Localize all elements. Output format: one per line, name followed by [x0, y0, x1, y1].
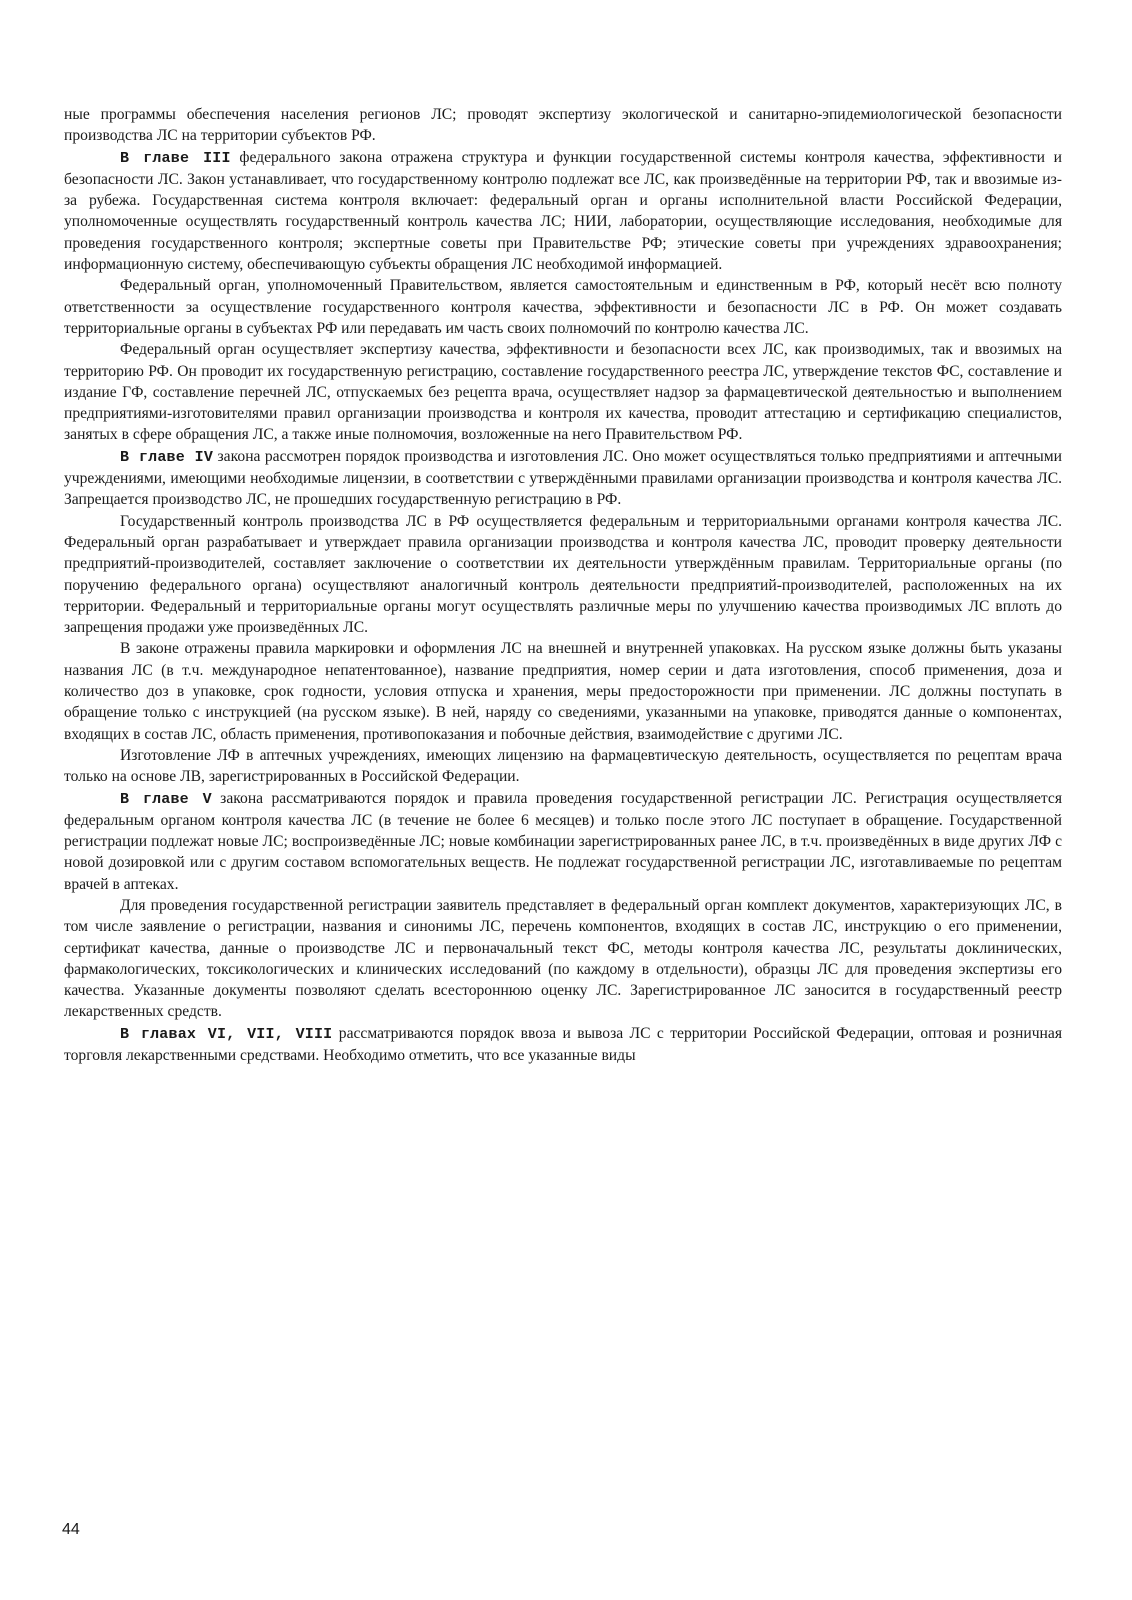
paragraph-text: ные программы обеспечения населения регионов ЛС; проводят экспертизу экологической и санитарно-эпидемиологической безопасности производства ЛС на территории субъектов РФ.: [64, 106, 1062, 145]
paragraph-text: Изготовление ЛФ в аптечных учреждениях, имеющих лицензию на фармацевтическую деятельность, осуществляется по рецептам врача только на основе ЛВ, зарегистрированных в Российской Федерации.: [64, 746, 1062, 786]
paragraph-text: Государственный контроль производства ЛС в РФ осуществляется федеральным и территориальными органами контроля качества ЛС. Федеральный орган разрабатывает и утверждает правила организации производства и контроля качества ЛС, проводит проверку деятельности предприятий-производителей, составляет заключение о соответствии их деятельности утверждённым правилам. Территориальные органы (по поручению федерального органа) осуществляют аналогичный контроль деятельности предприятий-производителей, расположенных на их территории. Федеральный и территориальные органы могут осуществлять различные меры по улучшению качества производимых ЛС вплоть до запрещения продажи уже произведённых ЛС.: [64, 512, 1062, 637]
chapter-reference: В главе III: [120, 149, 231, 167]
paragraph-text: В законе отражены правила маркировки и оформления ЛС на внешней и внутренней упаковках. На русском языке должны быть указаны названия ЛС (в т.ч. международное непатентованное), название предприятия, номер серии и дата изготовления, способ применения, доза и количество доз в упаковке, срок годности, условия отпуска и хранения, меры предосторожности при применении. ЛС должны поступать в обращение только с инструкцией (на русском языке). В ней, наряду со сведениями, указанными на упаковке, приводятся данные о компонентах, входящих в состав ЛС, область применения, противопоказания и побочные действия, взаимодействие с другими ЛС.: [64, 640, 1062, 743]
paragraph: [64, 638, 1062, 744]
paragraph-text: Федеральный орган осуществляет экспертизу качества, эффективности и безопасности всех ЛС, как производимых, так и ввозимых на территорию РФ. Он проводит их государственную регистрацию, составление государственного реестра ЛС, утверждение текстов ФС, составление и издание ГФ, составление перечней ЛС, отпускаемых без рецепта врача, осуществляет надзор за фармацевтической деятельностью и выполнением предприятиями-изготовителями правил организации производства и контроля их качества, проводит аттестацию и сертификацию специалистов, занятых в сфере обращения ЛС, а также иные полномочия, возложенные на него Правительством РФ.: [64, 341, 1062, 444]
paragraph: [64, 745, 1062, 788]
chapter-reference: В главе V: [120, 790, 212, 808]
chapter-reference: В главе IV: [120, 448, 214, 466]
paragraph: [64, 895, 1062, 1023]
paragraph-text: закона рассмотрен порядок производства и изготовления ЛС. Оно может осуществляться только предприятиями и аптечными учреждениями, имеющими необходимые лицензии, в соответствии с утверждёнными правилами организации производства и контроля качества ЛС. Запрещается производство ЛС, не прошедших государственную регистрацию в РФ.: [64, 447, 1063, 509]
paragraph-text: Федеральный орган, уполномоченный Правительством, является самостоятельным и единственным в РФ, который несёт всю полноту ответственности за осуществление государственного контроля качества, эффективности и безопасности ЛС в РФ. Он может создавать территориальные органы в субъектах РФ или передавать им часть своих полномочий по контролю качества ЛС.: [64, 277, 1062, 337]
paragraph: [64, 511, 1062, 639]
paragraph: [64, 104, 1062, 147]
chapter-reference: В главах VI, VII, VIII: [120, 1025, 333, 1043]
paragraph-chapter-3: [64, 147, 1062, 276]
paragraph-text: закона рассматриваются порядок и правила проведения государственной регистрации ЛС. Регистрация осуществляется федеральным органом контроля качества ЛС (в течение не более 6 месяцев) и только после этого ЛС поступает в обращение. Государственной регистрации подлежат новые ЛС; воспроизведённые ЛС; новые комбинации зарегистрированных ранее ЛС, в т.ч. произведённых в виде других ЛФ с новой дозировкой или с другим составом вспомогательных веществ. Не подлежат государственной регистрации ЛС, изготавливаемые по рецептам врачей в аптеках.: [64, 789, 1062, 893]
page-number: 44: [62, 1521, 80, 1538]
paragraph-chapter-5: [64, 788, 1062, 895]
paragraph-chapter-4: [64, 446, 1062, 511]
document-body: [64, 104, 1062, 1066]
paragraph: [64, 339, 1062, 445]
paragraph-chapters-6-8: [64, 1023, 1062, 1067]
paragraph-text: Для проведения государственной регистрации заявитель представляет в федеральный орган комплект документов, характеризующих ЛС, в том числе заявление о регистрации, названия и синонимы ЛС, перечень компонентов, входящих в состав ЛС, инструкцию о его применении, сертификат качества, данные о производстве ЛС и первоначальный текст ФС, методы контроля качества ЛС, результаты доклинических, фармакологических, токсикологических и клинических исследований (по каждому в отдельности), образцы ЛС для проведения экспертизы его качества. Указанные документы позволяют сделать всестороннюю оценку ЛС. Зарегистрированное ЛС заносится в государственный реестр лекарственных средств.: [64, 896, 1062, 1021]
paragraph-text: федерального закона отражена структура и функции государственной системы контроля качества, эффективности и безопасности ЛС. Закон устанавливает, что государственному контролю подлежат все ЛС, как произведённые на территории РФ, так и ввозимые из-за рубежа. Государственная система контроля включает: федеральный орган и органы исполнительной власти Российской Федерации, уполномоченные осуществлять государственный контроль качества ЛС; НИИ, лаборатории, осуществляющие исследования, необходимые для проведения государственного контроля; экспертные советы при Правительстве РФ; этические советы при учреждениях здравоохранения; информационную систему, обеспечивающую субъекты обращения ЛС необходимой информацией.: [64, 148, 1062, 274]
paragraph: [64, 275, 1062, 339]
paragraph-text: рассматриваются порядок ввоза и вывоза ЛС с территории Российской Федерации, оптовая и розничная торговля лекарственными средствами. Необходимо отметить, что все указанные виды: [64, 1024, 1062, 1065]
